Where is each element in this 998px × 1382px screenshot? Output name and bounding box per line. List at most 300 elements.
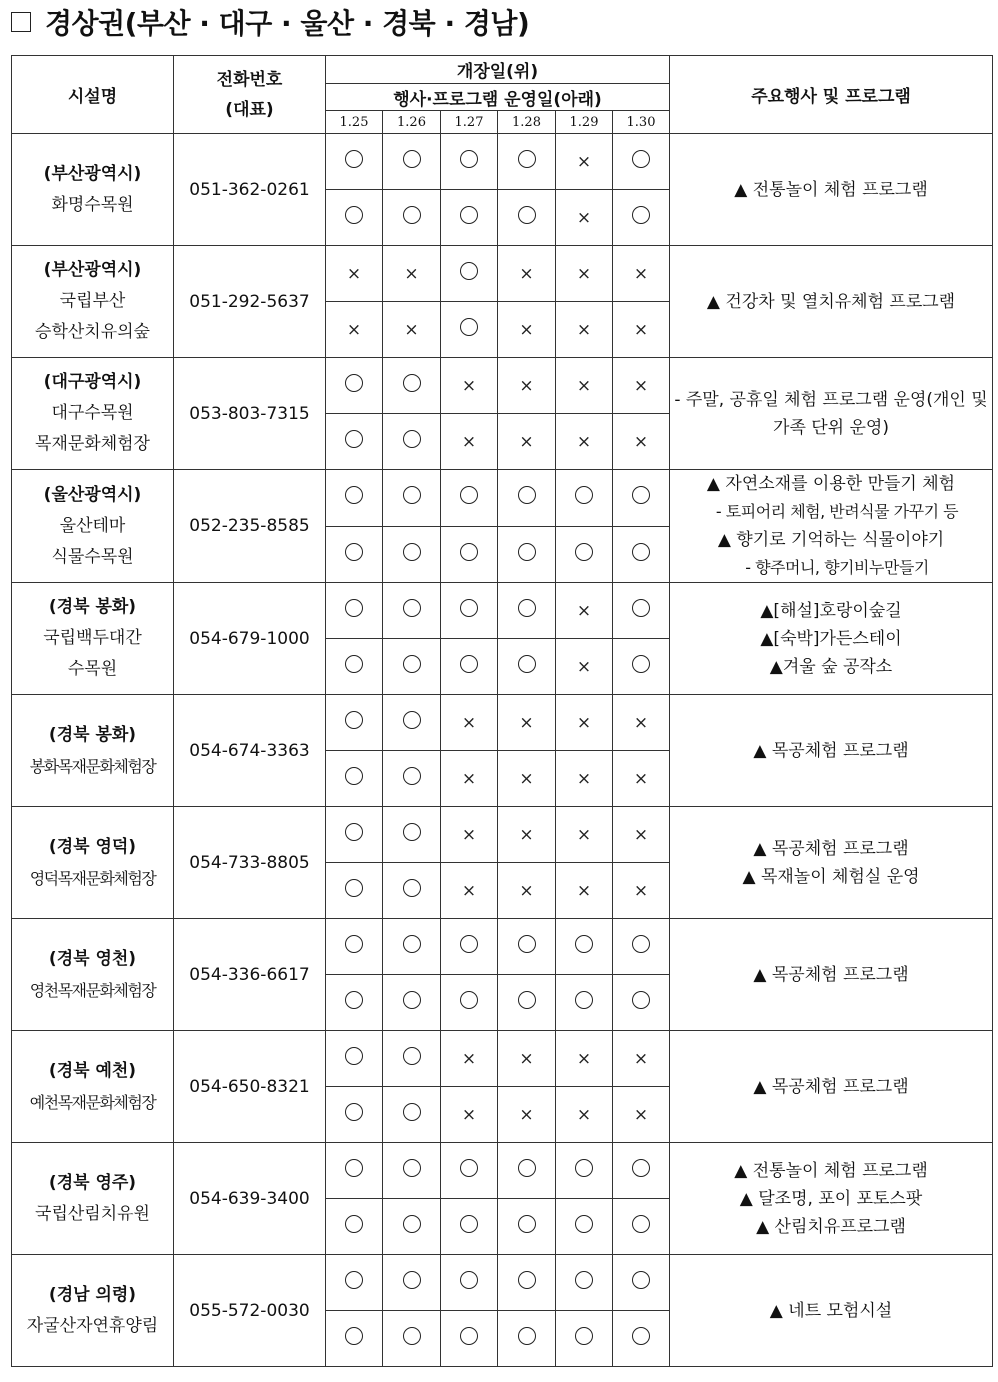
open-mark-cell bbox=[613, 358, 670, 414]
open-mark-cell bbox=[441, 358, 498, 414]
circle-o-icon bbox=[518, 150, 536, 168]
circle-o-icon bbox=[403, 543, 421, 561]
program-mark-cell bbox=[383, 1087, 441, 1143]
table-row bbox=[12, 1031, 993, 1087]
cross-x-icon: × bbox=[461, 1105, 477, 1125]
open-mark-cell bbox=[383, 919, 441, 975]
header-date-1-29: 1.29 bbox=[556, 111, 613, 134]
circle-o-icon bbox=[345, 1271, 363, 1289]
open-mark-cell bbox=[613, 246, 670, 302]
circle-o-icon bbox=[460, 599, 478, 617]
open-mark-cell bbox=[498, 695, 556, 751]
facility-cell bbox=[12, 358, 174, 470]
cross-x-icon: × bbox=[576, 376, 592, 396]
program-mark-cell bbox=[441, 1087, 498, 1143]
program-item: ▲ 목공체험 프로그램 bbox=[753, 740, 909, 761]
program-mark-cell bbox=[613, 190, 670, 246]
cross-x-icon: × bbox=[576, 601, 592, 621]
program-mark-cell bbox=[441, 414, 498, 470]
circle-o-icon bbox=[632, 1327, 650, 1345]
cross-x-icon: × bbox=[576, 657, 592, 677]
programs-cell bbox=[670, 134, 993, 246]
circle-o-icon bbox=[460, 150, 478, 168]
phone-number: 054-650-8321 bbox=[174, 1031, 326, 1143]
program-mark-cell bbox=[383, 751, 441, 807]
cross-x-icon: × bbox=[576, 825, 592, 845]
open-mark-cell bbox=[613, 583, 670, 639]
circle-o-icon bbox=[518, 1327, 536, 1345]
circle-o-icon bbox=[460, 262, 478, 280]
open-mark-cell bbox=[498, 246, 556, 302]
table-row bbox=[12, 358, 993, 414]
circle-o-icon bbox=[460, 1215, 478, 1233]
table-row bbox=[12, 1143, 993, 1199]
program-mark-cell bbox=[498, 1087, 556, 1143]
program-mark-cell bbox=[556, 1087, 613, 1143]
circle-o-icon bbox=[345, 655, 363, 673]
open-mark-cell bbox=[326, 807, 383, 863]
program-mark-cell bbox=[613, 1087, 670, 1143]
circle-o-icon bbox=[460, 1271, 478, 1289]
open-mark-cell bbox=[383, 583, 441, 639]
open-mark-cell bbox=[613, 1143, 670, 1199]
program-item: ▲[숙박]가든스테이 bbox=[760, 628, 902, 649]
open-mark-cell bbox=[326, 1255, 383, 1311]
program-mark-cell bbox=[326, 190, 383, 246]
programs-cell bbox=[670, 358, 993, 470]
cross-x-icon: × bbox=[519, 881, 534, 901]
circle-o-icon bbox=[632, 150, 650, 168]
cross-x-icon: × bbox=[461, 713, 477, 733]
checkbox-square-icon bbox=[11, 12, 31, 32]
open-mark-cell bbox=[383, 358, 441, 414]
program-mark-cell bbox=[441, 863, 498, 919]
program-mark-cell bbox=[441, 302, 498, 358]
open-mark-cell bbox=[441, 1255, 498, 1311]
header-date-1-28: 1.28 bbox=[498, 111, 556, 134]
phone-number: 054-674-3363 bbox=[174, 695, 326, 807]
cross-x-icon: × bbox=[576, 1105, 592, 1125]
circle-o-icon bbox=[345, 430, 363, 448]
program-mark-cell bbox=[556, 751, 613, 807]
circle-o-icon bbox=[345, 1047, 363, 1065]
facility-region: (부산광역시) bbox=[43, 260, 142, 280]
cross-x-icon: × bbox=[633, 1049, 649, 1069]
circle-o-icon bbox=[403, 823, 421, 841]
circle-o-icon bbox=[460, 935, 478, 953]
program-mark-cell bbox=[326, 1199, 383, 1255]
open-mark-cell bbox=[498, 919, 556, 975]
cross-x-icon: × bbox=[576, 769, 592, 789]
cross-x-icon: × bbox=[633, 713, 649, 733]
facility-region: (경북 봉화) bbox=[48, 597, 137, 617]
program-mark-cell bbox=[498, 1311, 556, 1367]
program-mark-cell bbox=[441, 639, 498, 695]
table-body bbox=[12, 134, 993, 1367]
facility-name: 식물수목원 bbox=[51, 546, 134, 567]
open-mark-cell bbox=[613, 1031, 670, 1087]
facility-region: (대구광역시) bbox=[43, 372, 142, 392]
program-mark-cell bbox=[498, 863, 556, 919]
facility-name: 수목원 bbox=[67, 659, 118, 679]
circle-o-icon bbox=[518, 655, 536, 673]
program-item: ▲ 목재놀이 체험실 운영 bbox=[742, 866, 920, 887]
circle-o-icon bbox=[575, 486, 593, 504]
open-mark-cell bbox=[613, 470, 670, 527]
cross-x-icon: × bbox=[404, 320, 419, 340]
circle-o-icon bbox=[345, 711, 363, 729]
programs-cell bbox=[670, 807, 993, 919]
program-mark-cell bbox=[613, 639, 670, 695]
cross-x-icon: × bbox=[461, 881, 477, 901]
circle-o-icon bbox=[632, 1159, 650, 1177]
facility-name: 목재문화체험장 bbox=[35, 434, 150, 454]
table-row bbox=[12, 134, 993, 190]
circle-o-icon bbox=[345, 486, 363, 504]
open-mark-cell bbox=[326, 583, 383, 639]
circle-o-icon bbox=[632, 1271, 650, 1289]
header-date-1-25: 1.25 bbox=[326, 111, 383, 134]
header-phone bbox=[174, 56, 326, 134]
section-title-text: 경상권(부산 · 대구 · 울산 · 경북 · 경남) bbox=[45, 7, 530, 40]
open-mark-cell bbox=[383, 246, 441, 302]
program-item: - 토피어리 체험, 반려식물 가꾸기 등 bbox=[715, 502, 959, 521]
header-program-day: 행사·프로그램 운영일(아래) bbox=[326, 84, 670, 111]
program-mark-cell bbox=[383, 526, 441, 583]
circle-o-icon bbox=[460, 1327, 478, 1345]
circle-o-icon bbox=[632, 655, 650, 673]
cross-x-icon: × bbox=[576, 320, 592, 340]
cross-x-icon: × bbox=[519, 264, 534, 284]
open-mark-cell bbox=[441, 470, 498, 527]
table-header bbox=[12, 56, 993, 134]
circle-o-icon bbox=[345, 991, 363, 1009]
table-row bbox=[12, 583, 993, 639]
circle-o-icon bbox=[403, 991, 421, 1009]
circle-o-icon bbox=[460, 543, 478, 561]
circle-o-icon bbox=[403, 1159, 421, 1177]
programs-cell bbox=[670, 1255, 993, 1367]
programs-cell bbox=[670, 470, 993, 583]
program-mark-cell bbox=[326, 414, 383, 470]
program-mark-cell bbox=[556, 975, 613, 1031]
program-item: ▲겨울 숲 공작소 bbox=[769, 656, 893, 677]
program-item: ▲ 향기로 기억하는 식물이야기 bbox=[717, 530, 945, 550]
program-mark-cell bbox=[383, 302, 441, 358]
circle-o-icon bbox=[518, 1271, 536, 1289]
program-mark-cell bbox=[498, 414, 556, 470]
open-mark-cell bbox=[613, 807, 670, 863]
open-mark-cell bbox=[383, 1143, 441, 1199]
circle-o-icon bbox=[403, 1327, 421, 1345]
open-mark-cell bbox=[613, 919, 670, 975]
open-mark-cell bbox=[326, 695, 383, 751]
facility-schedule-table bbox=[11, 55, 993, 1367]
cross-x-icon: × bbox=[519, 432, 534, 452]
open-mark-cell bbox=[326, 470, 383, 527]
open-mark-cell bbox=[498, 358, 556, 414]
facility-cell bbox=[12, 134, 174, 246]
facility-cell bbox=[12, 919, 174, 1031]
cross-x-icon: × bbox=[461, 376, 477, 396]
cross-x-icon: × bbox=[576, 881, 592, 901]
program-mark-cell bbox=[613, 1311, 670, 1367]
cross-x-icon: × bbox=[633, 1105, 649, 1125]
facility-region: (울산광역시) bbox=[43, 484, 142, 505]
facility-name: 영천목재문화체험장 bbox=[29, 980, 156, 1000]
program-mark-cell bbox=[441, 190, 498, 246]
circle-o-icon bbox=[518, 543, 536, 561]
program-mark-cell bbox=[383, 190, 441, 246]
cross-x-icon: × bbox=[519, 713, 534, 733]
header-open-day: 개장일(위) bbox=[326, 56, 670, 84]
circle-o-icon bbox=[403, 486, 421, 504]
cross-x-icon: × bbox=[576, 432, 592, 452]
header-date-1-30: 1.30 bbox=[613, 111, 670, 134]
program-mark-cell bbox=[326, 639, 383, 695]
open-mark-cell bbox=[383, 1255, 441, 1311]
circle-o-icon bbox=[403, 935, 421, 953]
program-item: ▲ 목공체험 프로그램 bbox=[753, 1076, 909, 1097]
program-mark-cell bbox=[326, 863, 383, 919]
facility-cell bbox=[12, 695, 174, 807]
cross-x-icon: × bbox=[633, 432, 649, 452]
circle-o-icon bbox=[345, 1215, 363, 1233]
programs-cell bbox=[670, 1143, 993, 1255]
program-mark-cell bbox=[383, 414, 441, 470]
program-mark-cell bbox=[498, 190, 556, 246]
circle-o-icon bbox=[403, 767, 421, 785]
phone-number: 053-803-7315 bbox=[174, 358, 326, 470]
cross-x-icon: × bbox=[633, 264, 649, 284]
table-row bbox=[12, 1255, 993, 1311]
program-mark-cell bbox=[556, 639, 613, 695]
program-mark-cell bbox=[326, 526, 383, 583]
cross-x-icon: × bbox=[576, 152, 592, 172]
program-mark-cell bbox=[498, 526, 556, 583]
open-mark-cell bbox=[498, 1031, 556, 1087]
circle-o-icon bbox=[460, 318, 478, 336]
program-mark-cell bbox=[326, 1087, 383, 1143]
program-item: ▲ 건강차 및 열치유체험 프로그램 bbox=[706, 291, 956, 312]
table-row bbox=[12, 470, 993, 527]
phone-number: 054-733-8805 bbox=[174, 807, 326, 919]
circle-o-icon bbox=[345, 543, 363, 561]
open-mark-cell bbox=[556, 246, 613, 302]
circle-o-icon bbox=[575, 1215, 593, 1233]
program-mark-cell bbox=[326, 1311, 383, 1367]
circle-o-icon bbox=[518, 1159, 536, 1177]
phone-number: 054-639-3400 bbox=[174, 1143, 326, 1255]
circle-o-icon bbox=[345, 879, 363, 897]
cross-x-icon: × bbox=[519, 769, 534, 789]
facility-cell bbox=[12, 807, 174, 919]
circle-o-icon bbox=[345, 1159, 363, 1177]
circle-o-icon bbox=[345, 374, 363, 392]
program-mark-cell bbox=[498, 751, 556, 807]
circle-o-icon bbox=[345, 1327, 363, 1345]
program-item: ▲ 목공체험 프로그램 bbox=[753, 964, 909, 985]
program-mark-cell bbox=[326, 975, 383, 1031]
facility-region: (경북 예천) bbox=[48, 1060, 137, 1081]
phone-number: 054-336-6617 bbox=[174, 919, 326, 1031]
program-item: ▲ 자연소재를 이용한 만들기 체험 bbox=[706, 474, 956, 494]
circle-o-icon bbox=[403, 430, 421, 448]
program-mark-cell bbox=[498, 302, 556, 358]
circle-o-icon bbox=[632, 599, 650, 617]
cross-x-icon: × bbox=[461, 432, 477, 452]
circle-o-icon bbox=[345, 767, 363, 785]
facility-region: (경북 영천) bbox=[48, 948, 137, 969]
program-mark-cell bbox=[326, 302, 383, 358]
open-mark-cell bbox=[613, 134, 670, 190]
facility-cell bbox=[12, 1255, 174, 1367]
program-mark-cell bbox=[556, 1199, 613, 1255]
phone-number: 051-292-5637 bbox=[174, 246, 326, 358]
phone-number: 055-572-0030 bbox=[174, 1255, 326, 1367]
circle-o-icon bbox=[575, 935, 593, 953]
facility-name: 대구수목원 bbox=[51, 403, 134, 423]
circle-o-icon bbox=[575, 1271, 593, 1289]
open-mark-cell bbox=[326, 1031, 383, 1087]
facility-region: (경남 의령) bbox=[48, 1284, 137, 1305]
header-date-1-27: 1.27 bbox=[441, 111, 498, 134]
open-mark-cell bbox=[556, 1143, 613, 1199]
open-mark-cell bbox=[613, 1255, 670, 1311]
facility-name: 예천목재문화체험장 bbox=[29, 1092, 156, 1112]
facility-region: (부산광역시) bbox=[43, 163, 142, 184]
circle-o-icon bbox=[460, 486, 478, 504]
circle-o-icon bbox=[518, 935, 536, 953]
open-mark-cell bbox=[441, 1143, 498, 1199]
open-mark-cell bbox=[441, 1031, 498, 1087]
phone-number: 054-679-1000 bbox=[174, 583, 326, 695]
open-mark-cell bbox=[556, 1031, 613, 1087]
program-item: - 향주머니, 향기비누만들기 bbox=[745, 558, 929, 577]
open-mark-cell bbox=[383, 807, 441, 863]
facility-region: (경북 영덕) bbox=[48, 836, 137, 857]
circle-o-icon bbox=[403, 1103, 421, 1121]
cross-x-icon: × bbox=[519, 376, 534, 396]
circle-o-icon bbox=[575, 1159, 593, 1177]
open-mark-cell bbox=[556, 919, 613, 975]
program-mark-cell bbox=[613, 302, 670, 358]
open-mark-cell bbox=[383, 470, 441, 527]
program-mark-cell bbox=[498, 975, 556, 1031]
section-title bbox=[11, 2, 529, 42]
program-item: ▲ 전통놀이 체험 프로그램 bbox=[734, 179, 928, 200]
circle-o-icon bbox=[575, 991, 593, 1009]
open-mark-cell bbox=[326, 919, 383, 975]
cross-x-icon: × bbox=[576, 264, 592, 284]
program-mark-cell bbox=[441, 751, 498, 807]
program-mark-cell bbox=[556, 1311, 613, 1367]
cross-x-icon: × bbox=[576, 1049, 592, 1069]
program-mark-cell bbox=[613, 863, 670, 919]
program-mark-cell bbox=[556, 414, 613, 470]
facility-cell bbox=[12, 470, 174, 583]
circle-o-icon bbox=[518, 486, 536, 504]
open-mark-cell bbox=[498, 470, 556, 527]
cross-x-icon: × bbox=[633, 881, 649, 901]
program-mark-cell bbox=[383, 863, 441, 919]
circle-o-icon bbox=[632, 486, 650, 504]
program-mark-cell bbox=[383, 1311, 441, 1367]
program-item: ▲ 전통놀이 체험 프로그램 bbox=[734, 1160, 928, 1181]
program-item: ▲ 산림치유프로그램 bbox=[756, 1216, 906, 1237]
cross-x-icon: × bbox=[346, 264, 362, 284]
circle-o-icon bbox=[403, 150, 421, 168]
open-mark-cell bbox=[441, 807, 498, 863]
facility-name: 봉화목재문화체험장 bbox=[29, 756, 156, 776]
open-mark-cell bbox=[326, 246, 383, 302]
cross-x-icon: × bbox=[519, 1049, 534, 1069]
program-mark-cell bbox=[556, 863, 613, 919]
table-row bbox=[12, 246, 993, 302]
circle-o-icon bbox=[345, 1103, 363, 1121]
facility-cell bbox=[12, 1031, 174, 1143]
circle-o-icon bbox=[460, 655, 478, 673]
program-mark-cell bbox=[498, 639, 556, 695]
cross-x-icon: × bbox=[633, 825, 649, 845]
circle-o-icon bbox=[345, 823, 363, 841]
open-mark-cell bbox=[556, 358, 613, 414]
program-mark-cell bbox=[441, 975, 498, 1031]
programs-cell bbox=[670, 919, 993, 1031]
circle-o-icon bbox=[345, 150, 363, 168]
facility-name: 영덕목재문화체험장 bbox=[29, 868, 156, 888]
open-mark-cell bbox=[441, 919, 498, 975]
facility-name: 국립산림치유원 bbox=[35, 1203, 150, 1224]
header-programs: 주요행사 및 프로그램 bbox=[670, 56, 993, 134]
table-row bbox=[12, 695, 993, 751]
open-mark-cell bbox=[441, 246, 498, 302]
program-mark-cell bbox=[383, 1199, 441, 1255]
circle-o-icon bbox=[345, 935, 363, 953]
facility-name: 국립백두대간 bbox=[43, 628, 142, 648]
circle-o-icon bbox=[403, 711, 421, 729]
circle-o-icon bbox=[632, 206, 650, 224]
program-item: ▲ 목공체험 프로그램 bbox=[753, 838, 909, 859]
table-row bbox=[12, 919, 993, 975]
cross-x-icon: × bbox=[576, 713, 592, 733]
program-mark-cell bbox=[613, 1199, 670, 1255]
open-mark-cell bbox=[441, 134, 498, 190]
facility-cell bbox=[12, 1143, 174, 1255]
open-mark-cell bbox=[498, 1143, 556, 1199]
program-item: ▲[해설]호랑이숲길 bbox=[760, 600, 902, 621]
open-mark-cell bbox=[556, 695, 613, 751]
program-mark-cell bbox=[613, 751, 670, 807]
circle-o-icon bbox=[403, 374, 421, 392]
program-mark-cell bbox=[613, 414, 670, 470]
circle-o-icon bbox=[460, 206, 478, 224]
open-mark-cell bbox=[441, 583, 498, 639]
cross-x-icon: × bbox=[633, 769, 649, 789]
facility-cell bbox=[12, 246, 174, 358]
circle-o-icon bbox=[518, 1215, 536, 1233]
circle-o-icon bbox=[518, 206, 536, 224]
open-mark-cell bbox=[556, 583, 613, 639]
circle-o-icon bbox=[518, 991, 536, 1009]
cross-x-icon: × bbox=[519, 825, 534, 845]
program-mark-cell bbox=[383, 975, 441, 1031]
open-mark-cell bbox=[383, 1031, 441, 1087]
circle-o-icon bbox=[345, 206, 363, 224]
program-mark-cell bbox=[556, 302, 613, 358]
programs-cell bbox=[670, 695, 993, 807]
header-facility: 시설명 bbox=[12, 56, 174, 134]
